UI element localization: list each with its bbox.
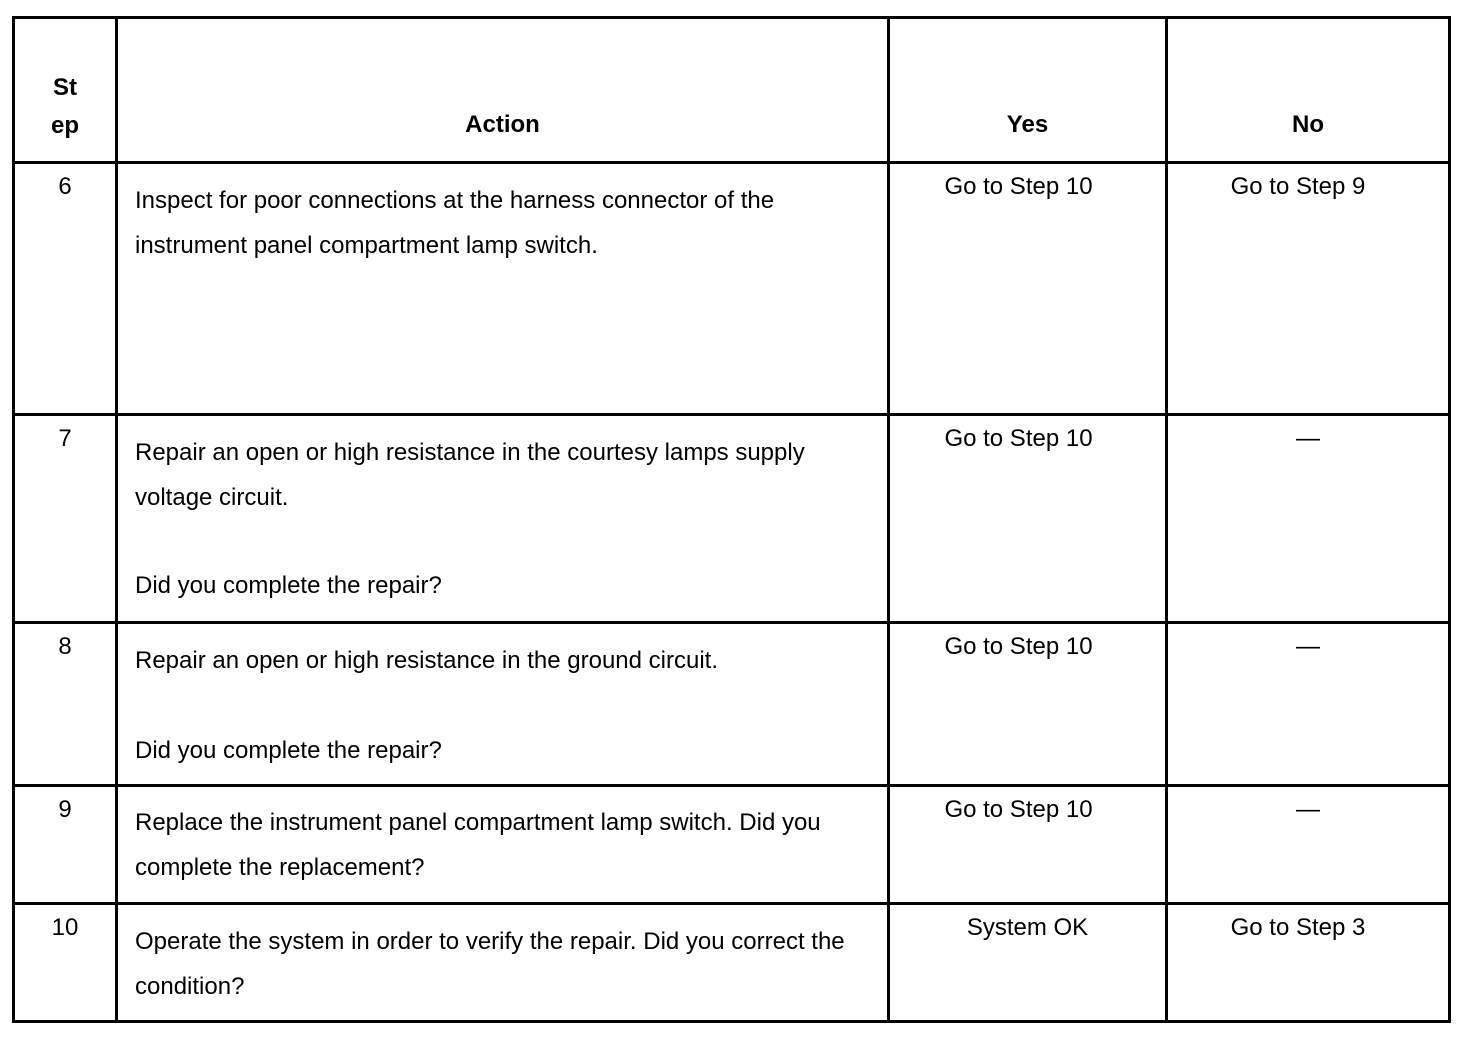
yes-cell: Go to Step 10 <box>889 415 1167 623</box>
header-step-line1: St <box>53 74 77 101</box>
header-step-line2: ep <box>50 112 79 139</box>
step-number: 6 <box>14 163 117 415</box>
action-question: Did you complete the repair? <box>135 572 442 599</box>
table-row <box>14 904 1450 1022</box>
action-cell <box>117 163 889 415</box>
no-cell: Go to Step 3 <box>1167 904 1450 1022</box>
action-text: Repair an open or high resistance in the ground circuit. <box>135 647 719 674</box>
action-text: Repair an open or high resistance in the courtesy lamps supply voltage circuit. <box>135 439 805 511</box>
table-row <box>14 623 1450 786</box>
yes-cell: Go to Step 10 <box>889 786 1167 904</box>
yes-cell: Go to Step 10 <box>889 623 1167 786</box>
table-row <box>14 786 1450 904</box>
header-step <box>14 18 117 163</box>
step-number: 10 <box>14 904 117 1022</box>
action-text: Inspect for poor connections at the harness connector of the instrument panel compartment lamp switch. <box>135 187 775 259</box>
action-cell <box>117 904 889 1022</box>
header-no: No <box>1167 18 1450 163</box>
table-row <box>14 415 1450 623</box>
action-cell <box>117 786 889 904</box>
header-action: Action <box>117 18 889 163</box>
table-row <box>14 163 1450 415</box>
action-cell <box>117 623 889 786</box>
no-cell: Go to Step 9 <box>1167 163 1450 415</box>
no-cell: — <box>1167 623 1450 786</box>
step-number: 9 <box>14 786 117 904</box>
step-number: 7 <box>14 415 117 623</box>
action-text: Operate the system in order to verify the repair. Did you correct the condition? <box>135 928 845 1000</box>
action-question: Did you complete the repair? <box>135 737 442 764</box>
diagnostic-table <box>12 16 1451 1023</box>
step-number: 8 <box>14 623 117 786</box>
no-cell: — <box>1167 415 1450 623</box>
action-text: Replace the instrument panel compartment lamp switch. Did you complete the replacement? <box>135 809 821 881</box>
yes-cell: System OK <box>889 904 1167 1022</box>
header-yes: Yes <box>889 18 1167 163</box>
header-row <box>14 18 1450 163</box>
action-cell <box>117 415 889 623</box>
no-cell: — <box>1167 786 1450 904</box>
yes-cell: Go to Step 10 <box>889 163 1167 415</box>
